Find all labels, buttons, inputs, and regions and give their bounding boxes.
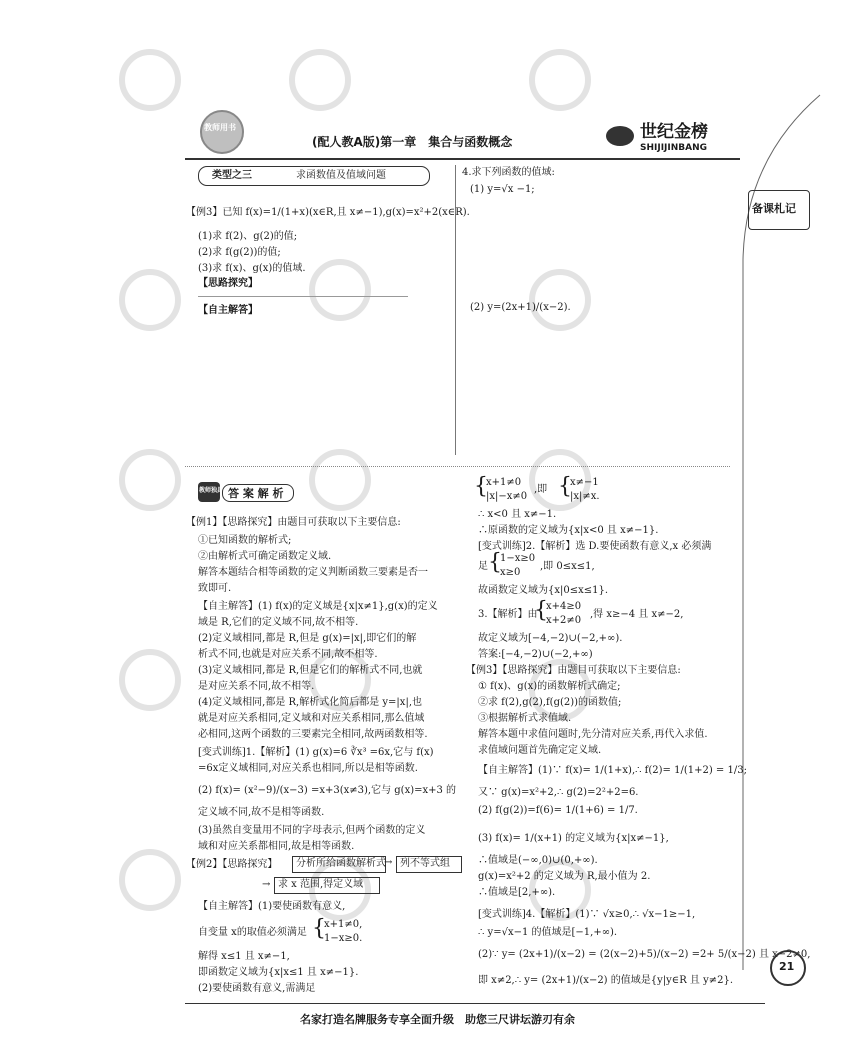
system-line: x≥0 xyxy=(500,567,521,578)
brace-icon: { xyxy=(488,550,502,575)
problem4-part2: (2) y=(2x+1)/(x−2). xyxy=(470,302,571,313)
answer-left-line: 【自主解答】(1) f(x)的定义域是{x|x≠1},g(x)的定义 xyxy=(198,601,438,612)
think-rule xyxy=(198,296,408,297)
example3-q2: (2)求 f(g(2))的值; xyxy=(198,247,281,258)
system-connector: ,即 0≤x≤1, xyxy=(540,561,595,572)
answer-right-line: ∴ y=√x−1 的值域是[−1,+∞). xyxy=(478,927,618,938)
notes-label: 备课札记 xyxy=(752,202,796,215)
system-line: x+1≠0, xyxy=(324,919,363,930)
answer-right-line: g(x)=x²+2 的定义域为 R,最小值为 2. xyxy=(478,871,651,882)
footer-rule xyxy=(185,1003,765,1004)
type-label: 类型之三 xyxy=(212,170,252,181)
flow-step-1-text: 分析所给函数解析式 xyxy=(296,858,386,869)
answer-right-line: ∴值域是[2,+∞). xyxy=(478,887,556,898)
brand-logo-icon xyxy=(606,126,634,146)
system-line: x+4≥0 xyxy=(546,601,582,612)
answer-right-line: [变式训练]2.【解析】选 D.要使函数有意义,x 必须满 xyxy=(478,541,712,552)
flow-step-2-text: 列不等式组 xyxy=(400,858,450,869)
system-line: x≠−1 xyxy=(570,477,599,488)
think-label: 【思路探究】 xyxy=(198,278,258,289)
chapter-title: (配人教A版)第一章 集合与函数概念 xyxy=(312,135,513,149)
answer-left-line: 解答本题结合相等函数的定义判断函数三要素是否一 xyxy=(198,567,428,578)
brace-icon: { xyxy=(534,598,548,623)
answer-right-line: ① f(x)、g(x)的函数解析式确定; xyxy=(478,681,621,692)
answer-right-line: (2) f(g(2))=f(6)= 1/(1+6) = 1/7. xyxy=(478,805,638,816)
answer-right-line: [变式训练]4.【解析】(1)∵ √x≥0,∴ √x−1≥−1, xyxy=(478,909,696,920)
answer-left-line: (3)虽然自变量用不同的字母表示,但两个函数的定义 xyxy=(198,825,426,836)
answer-left-line: (2)定义域相同,都是 R,但是 g(x)=|x|,即它们的解 xyxy=(198,633,417,644)
type-title: 求函数值及值域问题 xyxy=(296,170,386,181)
brace-icon: { xyxy=(474,474,488,499)
answer-left-line: [变式训练]1.【解析】(1) g(x)=6 ∛x³ =6x,它与 f(x) xyxy=(198,747,434,758)
answer-left-line: 【自主解答】(1)要使函数有意义, xyxy=(198,901,346,912)
system-connector: ,即 xyxy=(534,484,548,495)
answer-left-line: 致即可. xyxy=(198,583,232,594)
section-separator xyxy=(185,466,730,467)
answer-left-line: 必相同,这两个函数的三要素完全相同,故两函数相等. xyxy=(198,729,428,740)
answer-left-line: 【例2】【思路探究】 xyxy=(186,859,278,870)
system-line: |x|≠x. xyxy=(570,491,600,502)
answer-left-line: 域是 R,它们的定义域不同,故不相等. xyxy=(198,617,359,628)
answer-left-line: (3)定义域相同,都是 R,但是它们的解析式不同,也就 xyxy=(198,665,423,676)
answer-right-line: 【自主解答】(1)∵ f(x)= 1/(1+x),∴ f(2)= 1/(1+2) = 1/3; xyxy=(478,765,747,776)
system-connector: ,得 x≥−4 且 x≠−2, xyxy=(590,609,684,620)
answer-left-line: 域和对应关系都相同,故是相等函数. xyxy=(198,841,355,852)
answer-right-line: 答案:[−4,−2)∪(−2,+∞) xyxy=(478,649,593,660)
flow-arrow-icon: → xyxy=(384,857,393,868)
answer-badge: 教师独具 xyxy=(199,487,224,494)
example3-statement: 【例3】已知 f(x)=1/(1+x)(x∈R,且 x≠−1),g(x)=x²+2(x∈R). xyxy=(186,207,470,218)
answer-left-line: 析式不同,也就是对应关系不同,故不相等. xyxy=(198,649,378,660)
flow-step-3-text: 求 x 范围,得定义域 xyxy=(278,879,364,890)
answer-left-line: 【例1】【思路探究】由题目可获取以下主要信息: xyxy=(186,517,401,528)
page-number: 21 xyxy=(779,960,795,973)
footer-slogan: 名家打造名牌服务专享全面升级 助您三尺讲坛游刃有余 xyxy=(300,1013,575,1026)
answer-left-line: (2) f(x)= (x²−9)/(x−3) =x+3(x≠3),它与 g(x)=x+3 的 xyxy=(198,785,457,796)
answer-right-line: (2)∵ y= (2x+1)/(x−2) = (2(x−2)+5)/(x−2) =2+ 5/(x−2) 且 x−2≠0, xyxy=(478,949,811,960)
self-answer-label: 【自主解答】 xyxy=(198,305,258,316)
answer-right-line: 解答本题中求值问题时,先分清对应关系,再代入求值. xyxy=(478,729,708,740)
answer-right-line: 【例3】【思路探究】由题目可获取以下主要信息: xyxy=(466,665,681,676)
problem4-part1: (1) y=√x −1; xyxy=(470,184,535,195)
brand-name-en: SHIJIJINBANG xyxy=(640,143,708,153)
answer-right-line: 3.【解析】由 xyxy=(478,609,538,620)
system-line: 1−x≥0. xyxy=(324,933,363,944)
teacher-badge xyxy=(200,110,244,154)
answer-right-line: 即 x≠2,∴ y= (2x+1)/(x−2) 的值域是{y|y∈R 且 y≠2}. xyxy=(478,975,734,986)
answer-right-line: ③根据解析式求值域. xyxy=(478,713,572,724)
flow-arrow-icon: → xyxy=(262,879,271,890)
example3-q3: (3)求 f(x)、g(x)的值域. xyxy=(198,263,306,274)
answer-left-line: 定义域不同,故不是相等函数. xyxy=(198,807,325,818)
answer-right-line: ∴值域是(−∞,0)∪(0,+∞). xyxy=(478,855,598,866)
answer-left-line: =6x定义域相同,对应关系也相同,所以是相等函数. xyxy=(198,763,418,774)
answer-right-line: ∴ x<0 且 x≠−1. xyxy=(478,509,557,520)
system-line: |x|−x≠0 xyxy=(486,491,528,502)
answer-right-line: (3) f(x)= 1/(x+1) 的定义域为{x|x≠−1}, xyxy=(478,833,669,844)
brace-icon: { xyxy=(558,474,572,499)
answer-left-line: 解得 x≤1 且 x≠−1, xyxy=(198,951,290,962)
system-line: 1−x≥0 xyxy=(500,553,536,564)
answer-left-line: ①已知函数的解析式; xyxy=(198,535,292,546)
answer-left-line: (4)定义域相同,都是 R,解析式化简后都是 y=|x|,也 xyxy=(198,697,422,708)
brace-icon: { xyxy=(312,916,326,941)
example3-q1: (1)求 f(2)、g(2)的值; xyxy=(198,231,298,242)
answer-right-line: ②求 f(2),g(2),f(g(2))的函数值; xyxy=(478,697,622,708)
answer-left-line: ②由解析式可确定函数定义域. xyxy=(198,551,332,562)
problem4-title: 4.求下列函数的值域: xyxy=(462,167,555,178)
system-line: x+2≠0 xyxy=(546,615,582,626)
answer-right-line: 足 xyxy=(478,561,488,572)
answer-left-line: 即函数定义域为{x|x≤1 且 x≠−1}. xyxy=(198,967,359,978)
answer-right-line: 故函数定义域为{x|0≤x≤1}. xyxy=(478,585,609,596)
answer-right-line: 故定义域为[−4,−2)∪(−2,+∞). xyxy=(478,633,623,644)
answer-right-line: ∴原函数的定义域为{x|x<0 且 x≠−1}. xyxy=(478,525,659,536)
answer-left-line: (2)要使函数有意义,需满足 xyxy=(198,983,316,994)
answer-left-line: 自变量 x的取值必须满足 xyxy=(198,927,307,938)
brand-name: 世纪金榜 xyxy=(640,122,708,142)
answer-left-line: 就是对应关系相同,定义域和对应关系相同,那么值域 xyxy=(198,713,425,724)
answer-left-line: 是对应关系不同,故不相等. xyxy=(198,681,315,692)
notes-margin xyxy=(735,0,855,1058)
teacher-badge-label: 教师用书 xyxy=(204,123,236,132)
answer-right-line: 求值域问题首先确定定义域. xyxy=(478,745,602,756)
answer-title: 答 案 解 析 xyxy=(228,487,284,500)
header-rule xyxy=(185,158,740,160)
answer-right-line: 又∵ g(x)=x²+2,∴ g(2)=2²+2=6. xyxy=(478,787,639,798)
system-line: x+1≠0 xyxy=(486,477,522,488)
